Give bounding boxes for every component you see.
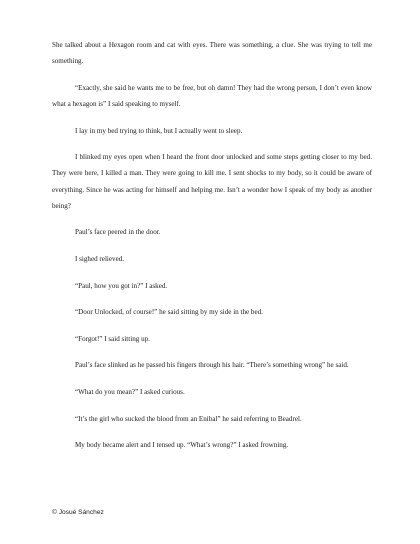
paragraph: My body became alert and I tensed up. “What’s wrong?” I asked frowning. xyxy=(75,441,289,450)
paragraph: “Door Unlocked, of course!” he said sitting by my side in the bed. xyxy=(75,308,263,317)
paragraph: “Paul, how you got in?” I asked. xyxy=(75,281,168,290)
paragraph: “It’s the girl who sucked the blood from an Enibal” he said referring to Beadrel. xyxy=(75,414,302,423)
paragraph: Paul’s face slinked as he passed his fingers through his hair. “There’s something wrong” he said. xyxy=(75,361,349,370)
paragraph: I sighed relieved. xyxy=(75,254,125,263)
paragraph: “Exactly, she said he wants me to be free, but oh damn! They had the wrong person, I don’t even know what a hexagon is” I said speaking to myself. xyxy=(52,83,372,108)
copyright-footer: © Josué Sánchez xyxy=(52,509,104,516)
paragraph: I lay in my bed trying to think, but I actually went to sleep. xyxy=(75,126,243,135)
paragraph: “What do you mean?” I asked curious. xyxy=(75,387,185,396)
paragraph: She talked about a Hexagon room and cat with eyes. There was something, a clue. She was trying to tell me something. xyxy=(52,41,372,66)
paragraph: “Forgot!” I said sitting up. xyxy=(75,334,150,343)
paragraph: Paul’s face peered in the door. xyxy=(75,228,161,237)
body-text xyxy=(52,37,372,464)
paragraph: I blinked my eyes open when I heard the front door unlocked and some steps getting closer to my bed. They were here, I killed a man. They were going to kill me. I sent shocks to my body, so it could be aware of everything. Since he was acting for himself and helping me. Isn’t a wonder how I speak of my body as another being? xyxy=(52,153,372,210)
